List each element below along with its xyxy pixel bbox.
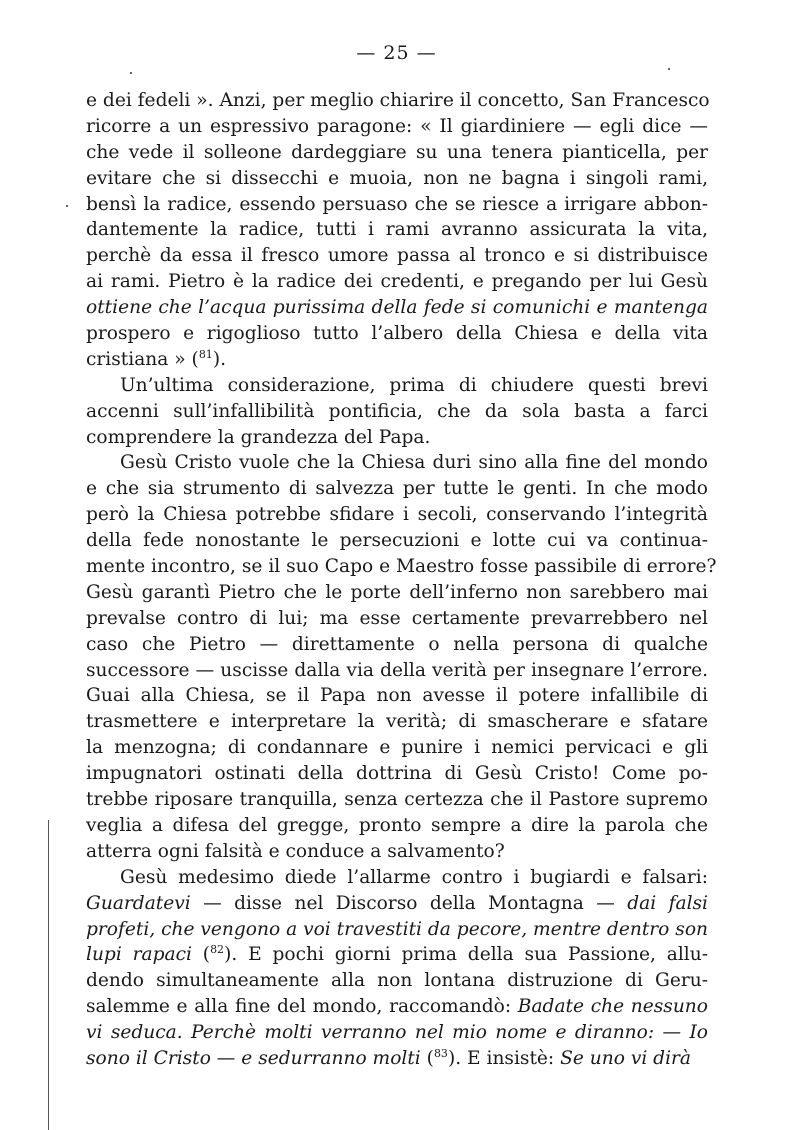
text-line (86, 476, 708, 502)
text-run: Gesù medesimo diede l’allarme contro i bugiardi e falsari: (120, 866, 708, 888)
text-line (86, 243, 708, 269)
text-run: e che sia strumento di salvezza per tutte le genti. In che modo (86, 478, 708, 500)
text-run: dai falsi (627, 892, 709, 914)
text-line (86, 683, 708, 709)
text-line (86, 865, 708, 891)
text-run: cristiana » ( (86, 348, 199, 370)
text-line (86, 1046, 708, 1072)
text-run: mente incontro, se il suo Capo e Maestro fosse passibile di errore? (86, 556, 717, 578)
text-line (86, 891, 708, 917)
text-run: bensì la radice, essendo persuaso che se riesce a irrigare abbon- (86, 193, 708, 215)
text-line (86, 942, 708, 968)
paragraph (86, 373, 708, 451)
text-run: caso che Pietro — direttamente o nella persona di qualche (86, 633, 708, 655)
text-run: Se uno vi dirà (560, 1047, 692, 1069)
text-run: prospero e rigoglioso tutto l’albero della Chiesa e della vita (86, 323, 708, 345)
text-run: salemme e alla fine del mondo, raccomandò: (86, 996, 518, 1018)
text-run: Gesù Cristo vuole che la Chiesa duri sino alla fine del mondo (120, 452, 708, 474)
text-line (86, 994, 708, 1020)
text-run: Guai alla Chiesa, se il Papa non avesse il potere infallibile di (86, 685, 708, 707)
text-run: ). (212, 348, 226, 370)
text-line (86, 295, 708, 321)
speck-mark (66, 205, 68, 207)
text-run: vi seduca. Perchè molti verranno nel mio nome e diranno: — Io (86, 1022, 708, 1044)
text-line (86, 968, 708, 994)
text-run: — disse nel Discorso della Montagna — (190, 892, 628, 914)
text-run: lupi rapaci (86, 944, 192, 966)
text-run: però la Chiesa potrebbe sfidare i secoli, conservando l’integrità (86, 504, 708, 526)
text-line (86, 1020, 708, 1046)
text-line (86, 787, 708, 813)
text-run: che vede il solleone dardeggiare su una tenera pianticella, per (86, 141, 708, 163)
paragraph (86, 865, 708, 1072)
text-line (86, 114, 708, 140)
text-line (86, 709, 708, 735)
speck-mark (668, 68, 670, 70)
text-line (86, 813, 708, 839)
text-line (86, 917, 708, 943)
text-line (86, 399, 708, 425)
paragraph (86, 450, 717, 864)
text-line (86, 373, 708, 399)
text-line (86, 217, 708, 243)
text-line (86, 192, 708, 218)
text-line (86, 632, 708, 658)
text-run: la menzogna; di condannare e punire i nemici pervicaci e gli (86, 737, 708, 759)
text-line (86, 735, 708, 761)
text-line (86, 658, 708, 684)
text-run: profeti, che vengono a voi travestiti da pecore, mentre dentro son (86, 918, 708, 940)
text-run: Un’ultima considerazione, prima di chiudere questi brevi (120, 374, 708, 396)
text-run: successore — uscisse dalla via della verità per insegnare l’errore. (86, 659, 708, 681)
text-run: atterra ogni falsità e conduce a salvamento? (86, 840, 505, 862)
text-run: perchè da essa il fresco umore passa al tronco e si distribuisce (86, 245, 708, 267)
speck-mark (130, 72, 132, 74)
text-line (86, 88, 708, 114)
text-line (86, 166, 708, 192)
text-line (86, 528, 708, 554)
text-run: dendo simultaneamente alla non lontana distruzione di Geru- (86, 970, 708, 992)
text-line (86, 606, 708, 632)
text-run: ). E pochi giorni prima della sua Passione, allu- (224, 944, 708, 966)
text-run: ( (191, 944, 211, 966)
text-run: dantemente la radice, tutti i rami avranno assicurata la vita, (86, 219, 708, 241)
text-run: impugnatori ostinati della dottrina di Gesù Cristo! Come po- (86, 763, 708, 785)
text-line (86, 450, 708, 476)
text-line (86, 269, 708, 295)
text-run: trebbe riposare tranquilla, senza certezza che il Pastore supremo (86, 789, 708, 811)
footnote-ref: 81 (198, 347, 213, 361)
text-run: Guardatevi (86, 892, 191, 914)
text-run: veglia a difesa del gregge, pronto sempre a dire la parola che (86, 814, 708, 836)
text-line (86, 140, 708, 166)
text-run: e dei fedeli ». Anzi, per meglio chiarire il concetto, San Francesco (86, 90, 710, 111)
text-run: ). E insistè: (447, 1047, 561, 1069)
paragraph (86, 88, 708, 373)
body-text (86, 88, 717, 1072)
text-run: ottiene che l’acqua purissima della fede si comunichi e mantenga (86, 297, 708, 319)
text-line (86, 761, 708, 787)
text-line (86, 580, 708, 606)
text-line (86, 839, 708, 865)
text-run: ricorre a un espressivo paragone: « Il giardiniere — egli dice — (86, 115, 708, 137)
text-line (86, 347, 708, 373)
text-run: accenni sull’infallibilità pontificia, che da sola basta a farci (86, 400, 708, 422)
footnote-ref: 83 (433, 1046, 448, 1060)
text-line (86, 425, 708, 451)
text-run: ( (420, 1047, 434, 1069)
margin-rule (48, 820, 49, 1130)
text-run: prevalse contro di lui; ma esse certamente prevarrebbero nel (86, 607, 708, 629)
text-run: trasmettere e interpretare la verità; di smascherare e sfatare (86, 711, 708, 733)
page-number: — 25 — (356, 42, 437, 64)
text-run: Gesù garantì Pietro che le porte dell’inferno non sarebbero mai (86, 581, 708, 603)
text-run: sono il Cristo — e sedurranno molti (86, 1047, 421, 1069)
text-run: evitare che si dissecchi e muoia, non ne bagna i singoli rami, (86, 167, 708, 189)
text-line (86, 321, 708, 347)
text-run: ai rami. Pietro è la radice dei credenti, e pregando per lui Gesù (86, 271, 708, 293)
text-line (86, 554, 717, 580)
text-run: della fede nonostante le persecuzioni e lotte cui va continua- (86, 530, 708, 552)
text-run: Badate che nessuno (517, 996, 708, 1018)
text-line (86, 502, 708, 528)
text-run: comprendere la grandezza del Papa. (86, 426, 431, 448)
footnote-ref: 82 (210, 943, 225, 957)
